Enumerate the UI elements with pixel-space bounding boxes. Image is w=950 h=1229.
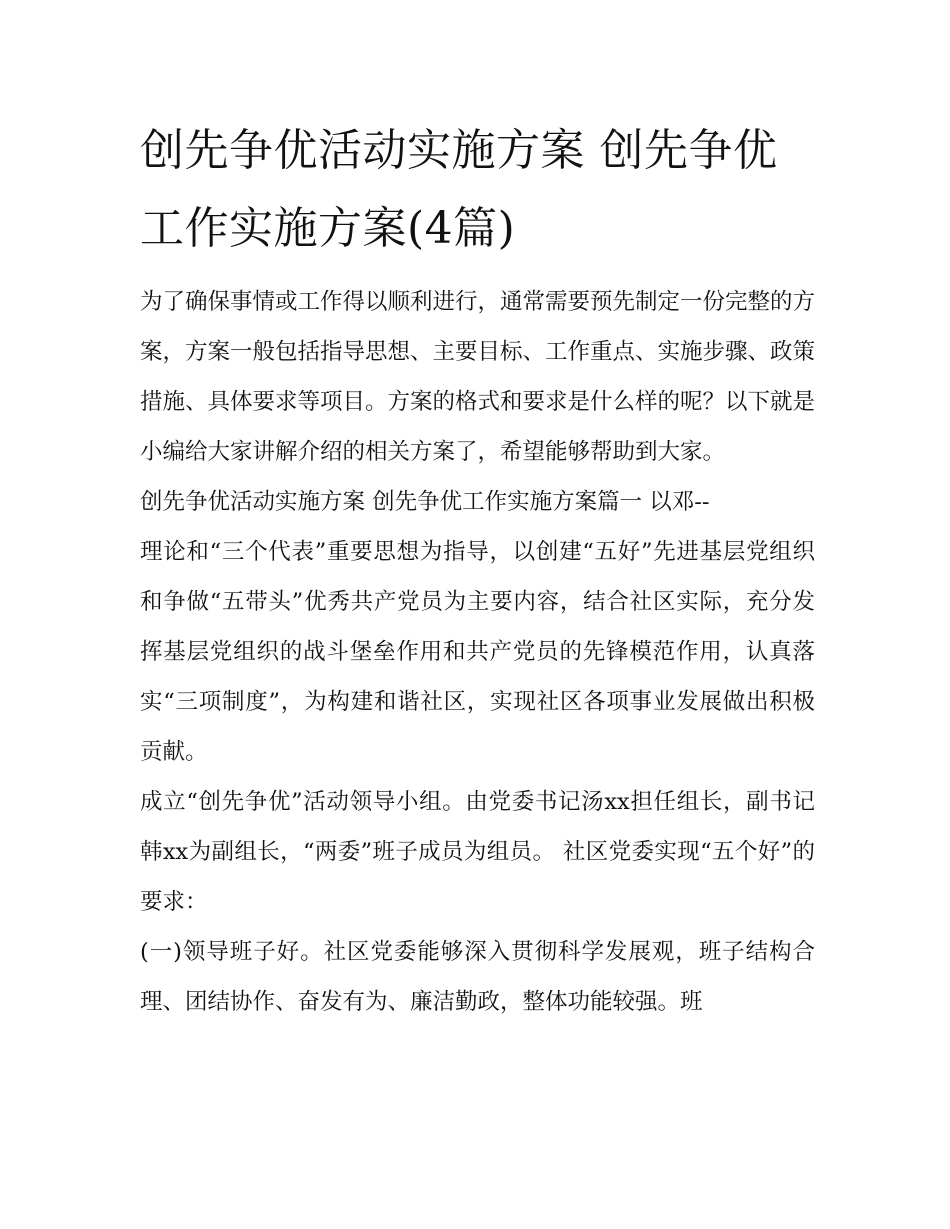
leadership-group-paragraph: 成立“创先争优”活动领导小组。由党委书记汤xx担任组长，副书记韩xx为副组长，“两委”班子成员为组员。 社区党委实现“五个好”的要求： bbox=[140, 789, 815, 915]
document-title: 创先争优活动实施方案 创先争优工作实施方案(4篇) bbox=[140, 125, 778, 254]
document-page bbox=[140, 112, 815, 1027]
guiding-ideology-paragraph: 理论和“三个代表”重要思想为指导，以创建“五好”先进基层党组织和争做“五带头”优秀共产党员为主要内容，结合社区实际，充分发挥基层党组织的战斗堡垒作用和共产党员的先锋模范作用，认真落实“三项制度”，为构建和谐社区，实现社区各项事业发展做出积极贡献。 bbox=[140, 539, 815, 765]
intro-paragraph: 为了确保事情或工作得以顺利进行，通常需要预先制定一份完整的方案，方案一般包括指导思想、主要目标、工作重点、实施步骤、政策措施、具体要求等项目。方案的格式和要求是什么样的呢？以下就是小编给大家讲解介绍的相关方案了，希望能够帮助到大家。 bbox=[140, 289, 816, 465]
section-heading-paragraph: 创先争优活动实施方案 创先争优工作实施方案篇一 以邓-- bbox=[140, 489, 710, 515]
leadership-team-paragraph: (一)领导班子好。社区党委能够深入贯彻科学发展观，班子结构合理、团结协作、奋发有为、廉洁勤政，整体功能较强。班 bbox=[140, 939, 815, 1015]
title-spacer bbox=[140, 268, 815, 277]
